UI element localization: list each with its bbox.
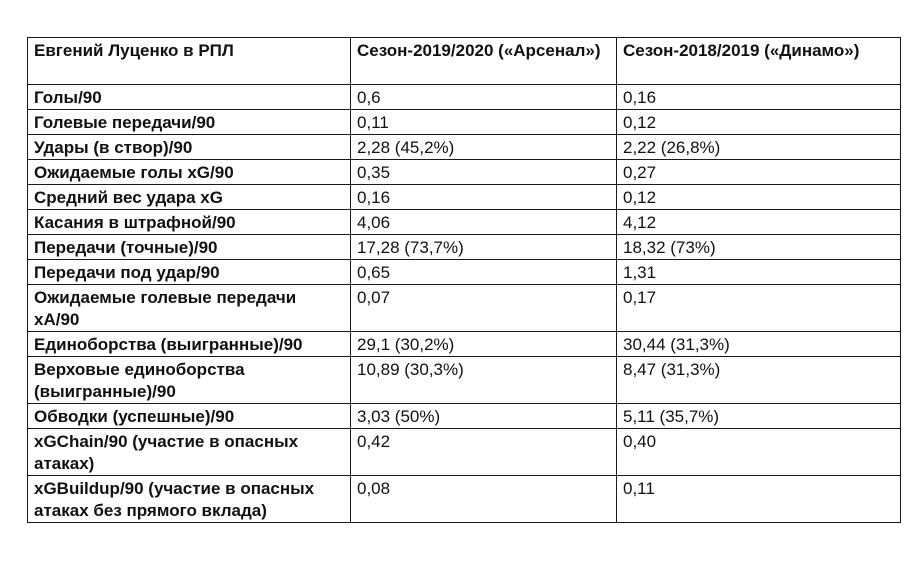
- row-label: Удары (в створ)/90: [28, 135, 351, 160]
- row-label: Голевые передачи/90: [28, 110, 351, 135]
- table-row: [28, 285, 901, 332]
- table-header-row: [28, 38, 901, 85]
- table-row: [28, 85, 901, 110]
- row-value-2019-2020: 0,35: [351, 160, 617, 185]
- table-row: [28, 404, 901, 429]
- table-row: [28, 235, 901, 260]
- row-value-2019-2020: 0,07: [351, 285, 617, 332]
- row-label: Единоборства (выигранные)/90: [28, 332, 351, 357]
- table-row: [28, 429, 901, 476]
- row-value-2019-2020: 4,06: [351, 210, 617, 235]
- row-value-2018-2019: 1,31: [617, 260, 901, 285]
- table-row: [28, 260, 901, 285]
- row-value-2018-2019: 0,16: [617, 85, 901, 110]
- row-label: Средний вес удара xG: [28, 185, 351, 210]
- row-value-2019-2020: 0,42: [351, 429, 617, 476]
- row-label: Ожидаемые голы xG/90: [28, 160, 351, 185]
- row-value-2018-2019: 0,40: [617, 429, 901, 476]
- row-label: Передачи (точные)/90: [28, 235, 351, 260]
- row-value-2018-2019: 0,12: [617, 110, 901, 135]
- row-label: Передачи под удар/90: [28, 260, 351, 285]
- table-row: [28, 357, 901, 404]
- row-value-2018-2019: 0,12: [617, 185, 901, 210]
- table-row: [28, 160, 901, 185]
- row-value-2018-2019: 0,17: [617, 285, 901, 332]
- row-value-2019-2020: 0,11: [351, 110, 617, 135]
- header-player-label: Евгений Луценко в РПЛ: [28, 38, 351, 85]
- row-value-2018-2019: 8,47 (31,3%): [617, 357, 901, 404]
- row-label: Ожидаемые голевые передачи xA/90: [28, 285, 351, 332]
- row-value-2018-2019: 30,44 (31,3%): [617, 332, 901, 357]
- row-value-2018-2019: 0,11: [617, 476, 901, 523]
- row-value-2019-2020: 17,28 (73,7%): [351, 235, 617, 260]
- row-value-2019-2020: 0,16: [351, 185, 617, 210]
- table-row: [28, 185, 901, 210]
- table-row: [28, 210, 901, 235]
- row-value-2018-2019: 4,12: [617, 210, 901, 235]
- row-label: Обводки (успешные)/90: [28, 404, 351, 429]
- table-row: [28, 135, 901, 160]
- row-value-2018-2019: 18,32 (73%): [617, 235, 901, 260]
- row-value-2019-2020: 0,08: [351, 476, 617, 523]
- row-value-2019-2020: 2,28 (45,2%): [351, 135, 617, 160]
- table-row: [28, 476, 901, 523]
- row-value-2019-2020: 3,03 (50%): [351, 404, 617, 429]
- header-season-2018-2019: Сезон-2018/2019 («Динамо»): [617, 38, 901, 85]
- header-season-2019-2020: Сезон-2019/2020 («Арсенал»): [351, 38, 617, 85]
- row-value-2019-2020: 10,89 (30,3%): [351, 357, 617, 404]
- row-value-2018-2019: 2,22 (26,8%): [617, 135, 901, 160]
- row-label: xGChain/90 (участие в опасных атаках): [28, 429, 351, 476]
- row-label: Верховые единоборства (выигранные)/90: [28, 357, 351, 404]
- row-label: Голы/90: [28, 85, 351, 110]
- row-value-2018-2019: 0,27: [617, 160, 901, 185]
- table-row: [28, 110, 901, 135]
- stats-table: [27, 37, 901, 523]
- row-value-2019-2020: 29,1 (30,2%): [351, 332, 617, 357]
- row-value-2019-2020: 0,6: [351, 85, 617, 110]
- row-value-2019-2020: 0,65: [351, 260, 617, 285]
- row-label: Касания в штрафной/90: [28, 210, 351, 235]
- row-value-2018-2019: 5,11 (35,7%): [617, 404, 901, 429]
- table-row: [28, 332, 901, 357]
- row-label: xGBuildup/90 (участие в опасных атаках без прямого вклада): [28, 476, 351, 523]
